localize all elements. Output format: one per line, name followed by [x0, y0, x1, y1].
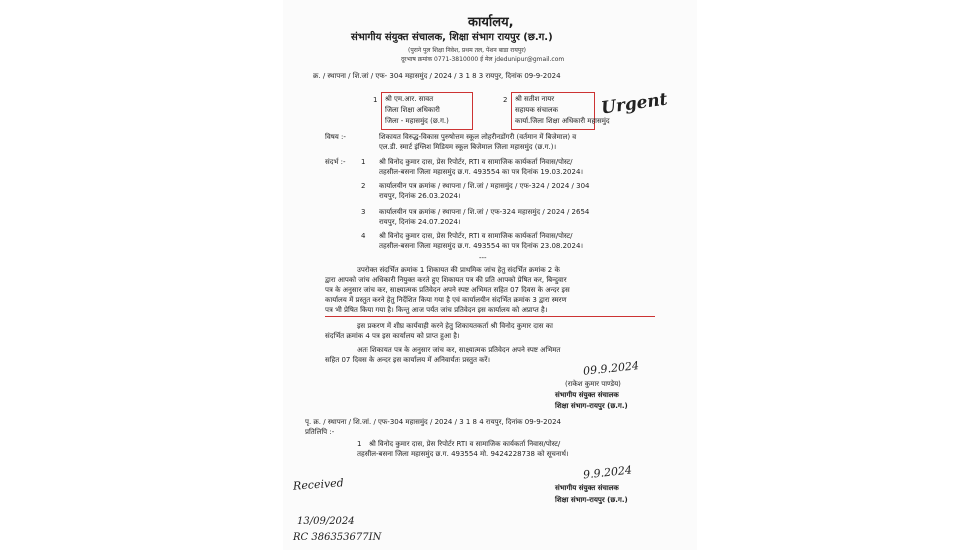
copy-reference: पृ. क्र. / स्थापना / शि.जां. / एफ-304 महासमुंद / 2024 / 3 1 8 4 रायपुर, दिनांक 09-9-2024 [305, 418, 561, 426]
office-title: कार्यालय, [468, 15, 514, 30]
reference-line: कार्यालयीन पत्र क्रमांक / स्थापना / शि.जां / महासमुंद / एफ-324 / 2024 / 304 [379, 182, 590, 190]
copy-line: श्री विनोद कुमार दास, प्रेस रिपोर्टर RTI व सामाजिक कार्यकर्ता निवास/पोस्ट/ [369, 440, 561, 448]
body-line-highlighted: पत्र भी प्रेषित किया गया है। किन्तु आज पर्यंत जांच प्रतिवेदन इस कार्यालय को अप्राप्त है। [325, 306, 548, 314]
signatory-office: शिक्षा संभाग-रायपुर (छ.ग.) [555, 402, 628, 410]
office-contact: दूरभाष क्रमांक 0771-3810000 ई मेल jdedunipur@gmail.com [401, 56, 565, 63]
copy-signatory-designation: संभागीय संयुक्त संचालक [555, 484, 619, 492]
addressee-2-line: कार्या.जिला शिक्षा अधिकारी महासमुंद [515, 117, 610, 125]
body-line: पत्र के अनुसार जांच कर, साक्ष्यात्मक प्रतिवेदन अपने स्पष्ट अभिमत सहित 07 दिवस के अन्दर इस [325, 286, 570, 294]
office-address: (पुराने पुल शिक्षा निवेश, प्रथम तल, पेंशन बाडा रायपुर) [408, 47, 527, 54]
body-line: उपरोक्त संदर्भित क्रमांक 1 शिकायत की प्राथमिक जांच हेतु संदर्भित क्रमांक 2 के [357, 266, 560, 274]
addressee-1-line: जिला - महासमुंद (छ.ग.) [385, 117, 449, 125]
body-line: सहित 07 दिवस के अन्दर इस कार्यालय में अनिवार्यतः प्रस्तुत करें। [325, 356, 491, 364]
subject-label: विषय :- [325, 133, 346, 141]
underline-mark [325, 316, 655, 317]
reference-number: 4 [361, 232, 366, 240]
body-line: कार्यालय में प्रस्तुत करने हेतु निर्देशित किया गया है एवं कार्यालयीन संदर्भित क्रमांक 3 द्वारा स्मरण [325, 296, 567, 304]
reference-line: रायपुर, दिनांक 26.03.2024। [379, 192, 461, 200]
reference-line: कार्यालयीन पत्र क्रमांक / स्थापना / शि.जां / एफ-324 महासमुंद / 2024 / 2654 [379, 208, 590, 216]
letter-reference: क्र. / स्थापना / शि.जां / एफ- 304 महासमुंद / 2024 / 3 1 8 3 रायपुर, दिनांक 09-9-2024 [313, 72, 561, 80]
addressee-2-line: सहायक संचालक [515, 106, 559, 114]
addressee-1-line: जिला शिक्षा अधिकारी [385, 106, 440, 114]
reference-line: तहसील-बसना जिला महासमुंद छ.ग. 493554 का पत्र दिनांक 23.08.2024। [379, 242, 584, 250]
addressee-1-number: 1 [373, 96, 378, 104]
reference-number: 1 [361, 158, 366, 166]
received-date-handwritten: 13/09/2024 [297, 516, 355, 527]
body-line: अतः शिकायत पत्र के अनुसार जांच कर, साक्ष्यात्मक प्रतिवेदन अपने स्पष्ट अभिमत [357, 346, 561, 354]
reference-number: 2 [361, 182, 366, 190]
signatory-designation: संभागीय संयुक्त संचालक [555, 391, 619, 399]
addressee-1-line: श्री एम.आर. सावत [385, 95, 434, 103]
received-rc-handwritten: RC 386353677IN [293, 532, 382, 543]
copy-label: प्रतिलिपि :- [305, 428, 335, 436]
subject-line: शिकायत विरुद्ध-विकास पुरुषोत्तम स्कूल लोहरीनडोंगरी (वर्तमान में बिजेमाल) व [379, 133, 577, 141]
addressee-2-number: 2 [503, 96, 508, 104]
addressee-2-line: श्री सतीश नायर [515, 95, 555, 103]
copy-number: 1 [357, 440, 362, 448]
office-name: संभागीय संयुक्त संचालक, शिक्षा संभाग रायपुर (छ.ग.) [351, 32, 553, 43]
copy-signatory-office: शिक्षा संभाग-रायपुर (छ.ग.) [555, 496, 628, 504]
copy-line: तहसील-बसना जिला महासमुंद छ.ग. 493554 मो. 9424228738 को सूचनार्थ। [357, 450, 569, 458]
subject-line: एल.डी. स्मार्ट इंग्लिश मिडियम स्कूल बिजेमाल जिला महासमुंद (छ.ग.)। [379, 143, 557, 151]
letter-page [283, 0, 697, 550]
body-line: इस प्रकरण में शीघ्र कार्यवाही करने हेतु शिकायतकर्ता श्री विनोद कुमार दास का [357, 322, 553, 330]
signatory-name: (राकेश कुमार पाण्डेय) [565, 380, 621, 388]
signature-date-handwritten: 09.9.2024 [582, 359, 640, 378]
body-line: द्वारा आपको जांच अधिकारी नियुक्त करते हुए शिकायत पत्र की प्रति आपको प्रेषित कर, बिन्दुवार [325, 276, 567, 284]
urgent-handwritten: Urgent [599, 89, 669, 119]
body-line: संदर्भित क्रमांक 4 पत्र इस कार्यालय को प्राप्त हुआ है। [325, 332, 460, 340]
reference-line: तहसील-बसना जिला महासमुंद छ.ग. 493554 का पत्र दिनांक 19.03.2024। [379, 168, 584, 176]
received-handwritten: Received [292, 476, 345, 493]
reference-number: 3 [361, 208, 366, 216]
separator: --- [479, 254, 487, 262]
copy-signature-date-handwritten: 9.9.2024 [582, 463, 633, 482]
reference-line: श्री विनोद कुमार दास, प्रेस रिपोर्टर, RTI व सामाजिक कार्यकर्ता निवास/पोस्ट/ [379, 232, 573, 240]
reference-line: रायपुर, दिनांक 24.07.2024। [379, 218, 461, 226]
reference-line: श्री विनोद कुमार दास, प्रेस रिपोर्टर, RTI व सामाजिक कार्यकर्ता निवास/पोस्ट/ [379, 158, 573, 166]
reference-label: संदर्भ :- [325, 158, 346, 166]
